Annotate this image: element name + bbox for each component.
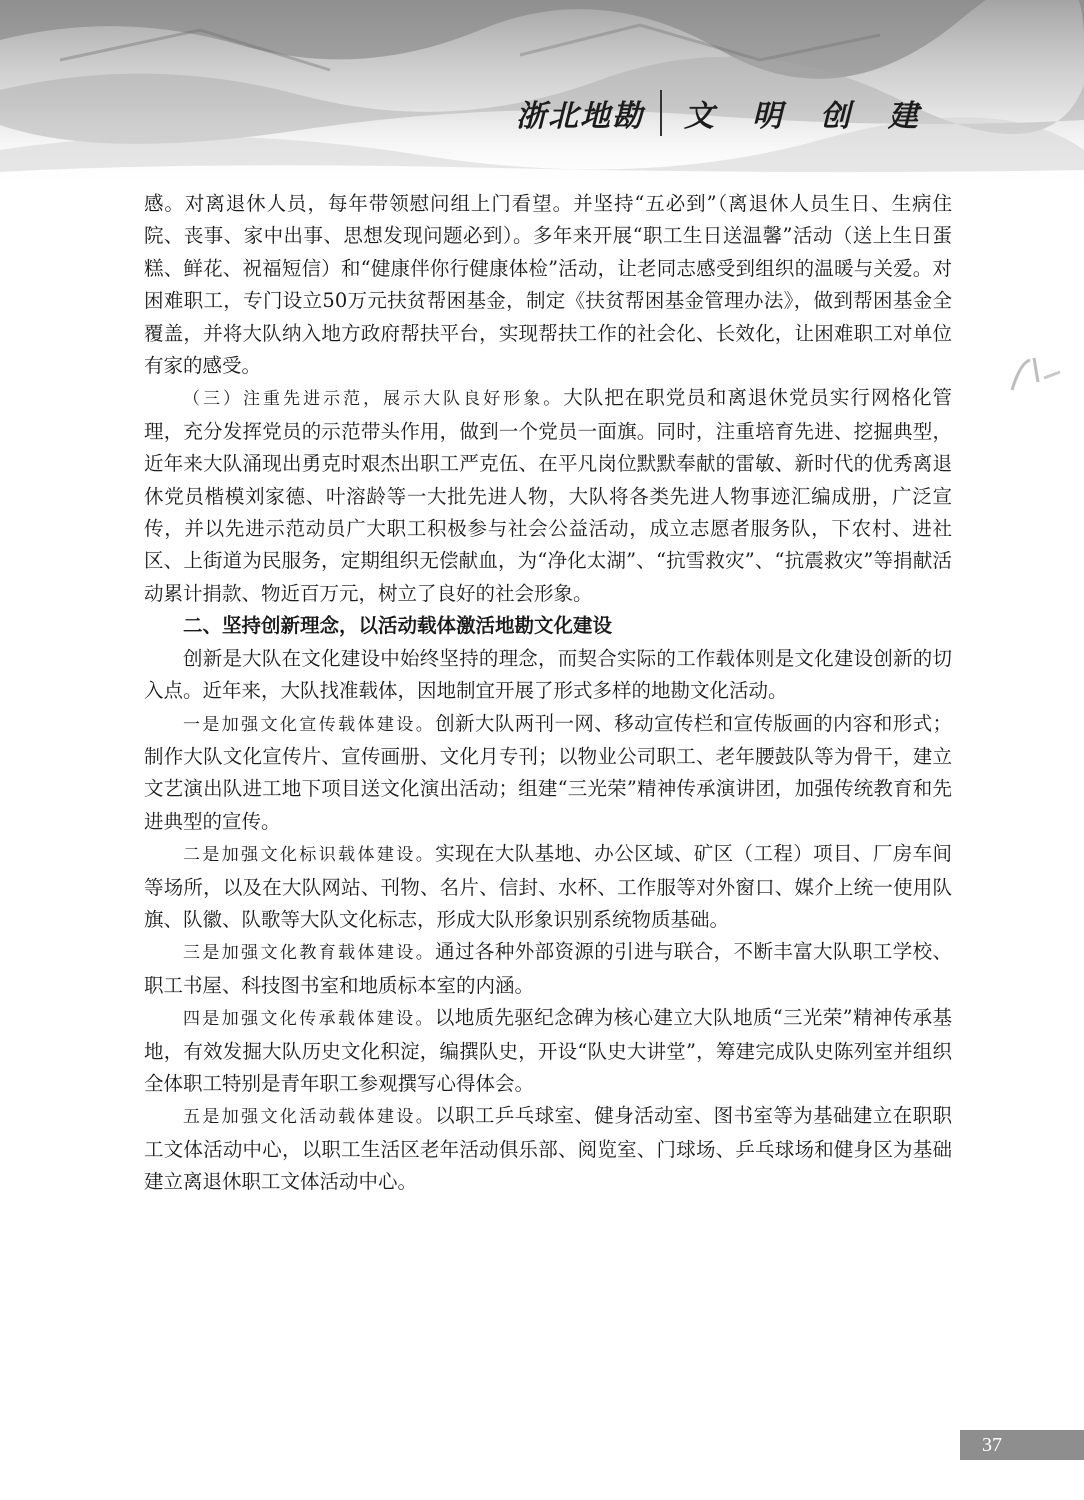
paragraph	[144, 936, 952, 1002]
paragraph-text: 以地质先驱纪念碑为核心建立大队地质“三光荣”精神传承基地，有效发掘大队历史文化积淀，编撰队史，开设“队史大讲堂”，筹建完成队史陈列室并组织全体职工特别是青年职工参观撰写心得体会。	[144, 1006, 952, 1095]
paragraph	[144, 1002, 952, 1100]
section-title: 文明创建	[684, 99, 956, 134]
paragraph-text: 大队把在职党员和离退休党员实行网格化管理，充分发挥党员的示范带头作用，做到一个党员一面旗。同时，注重培育先进、挖掘典型，近年来大队涌现出勇克时艰杰出职工严克伍、在平凡岗位默默奉献的雷敏、新时代的优秀离退休党员楷模刘家德、叶溶龄等一大批先进人物，大队将各类先进人物事迹汇编成册，广泛宣传，并以先进示范动员广大职工积极参与社会公益活动，成立志愿者服务队，下农村、进社区、上街道为民服务，定期组织无偿献血，为“净化太湖”、“抗雪救灾”、“抗震救灾”等捐献活动累计捐款、物近百万元，树立了良好的社会形象。	[144, 386, 952, 605]
paragraph	[144, 382, 952, 610]
paragraph-lead: （三）注重先进示范，展示大队良好形象。	[183, 389, 564, 410]
paragraph: 感。对离退休人员，每年带领慰问组上门看望。并坚持“五必到”（离退休人员生日、生病住院、丧事、家中出事、思想发现问题必到）。多年来开展“职工生日送温馨”活动（送上生日蛋糕、鲜花、祝福短信）和“健康伴你行健康体检”活动，让老同志感受到组织的温暖与关爱。对困难职工，专门设立50万元扶贫帮困基金，制定《扶贫帮困基金管理办法》，做到帮困基金全覆盖，并将大队纳入地方政府帮扶平台，实现帮扶工作的社会化、长效化，让困难职工对单位有家的感受。	[144, 192, 952, 378]
paragraph	[144, 708, 952, 839]
paragraph-text: 实现在大队基地、办公区域、矿区（工程）项目、厂房车间等场所，以及在大队网站、刊物、名片、信封、水杯、工作服等对外窗口、媒介上统一使用队旗、队徽、队歌等大队文化标志，形成大队形象识别系统物质基础。	[144, 842, 952, 931]
paragraph-text: 以职工乒乓球室、健身活动室、图书室等为基础建立在职职工文体活动中心，以职工生活区老年活动俱乐部、阅览室、门球场、乒乓球场和健身区为基础建立离退休职工文体活动中心。	[144, 1104, 952, 1194]
paragraph-lead: 一是加强文化宣传载体建设。	[183, 714, 436, 735]
paragraph-text: 创新大队两刊一网、移动宣传栏和宣传版画的内容和形式；制作大队文化宣传片、宣传画册、文化月专刊；以物业公司职工、老年腰鼓队等为骨干，建立文艺演出队进工地下项目送文化演出活动；组建“三光荣”精神传承演讲团，加强传统教育和先进典型的宣传。	[144, 711, 952, 833]
brand-name: 浙北地勘	[516, 99, 644, 134]
paragraph-lead: 五是加强文化活动载体建设。	[183, 1107, 436, 1128]
section-heading: 二、坚持创新理念，以活动载体激活地勘文化建设	[183, 614, 613, 638]
paragraph-lead: 四是加强文化传承载体建设。	[183, 1009, 435, 1030]
paragraph-text: 通过各种外部资源的引进与联合，不断丰富大队职工学校、职工书屋、科技图书室和地质标本室的内涵。	[144, 940, 952, 997]
article-body	[144, 188, 952, 1199]
page-number: 37	[960, 1430, 1084, 1460]
paragraph	[144, 838, 952, 936]
ink-brush-mark	[1004, 350, 1064, 404]
paragraph	[144, 1100, 952, 1198]
header-title	[516, 88, 956, 138]
paragraph-lead: 三是加强文化教育载体建设。	[183, 943, 436, 964]
header-divider	[660, 90, 662, 136]
paragraph: 创新是大队在文化建设中始终坚持的理念，而契合实际的工作载体则是文化建设创新的切入点。近年来，大队找准载体，因地制宜开展了形式多样的地勘文化活动。	[144, 646, 952, 703]
paragraph-lead: 二是加强文化标识载体建设。	[183, 845, 436, 866]
